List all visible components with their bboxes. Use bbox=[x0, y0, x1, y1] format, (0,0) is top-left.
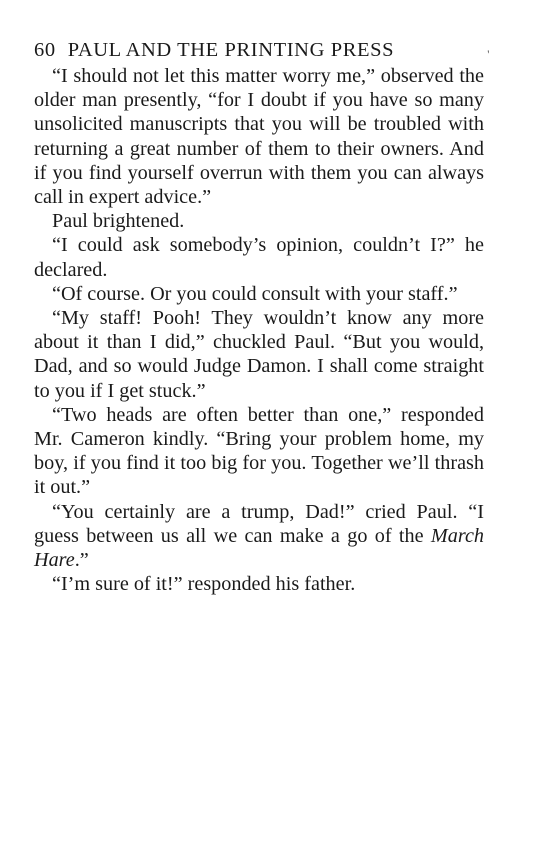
paragraph-worry: “I should not let this matter worry me,” observed the older man presently, “for I doubt if you have so many unsolicited manuscripts that you will be troubled with returning a great number of them to their owners. And if you find yourself overrun with them you can always call in expert advice.” bbox=[34, 65, 484, 209]
magazine-title: March Hare bbox=[34, 524, 484, 572]
paragraph-brightened: Paul brightened. bbox=[52, 210, 185, 233]
body-text bbox=[34, 64, 484, 596]
running-head bbox=[34, 36, 490, 64]
paragraph-staff: “Of course. Or you could consult with your staff.” bbox=[52, 282, 458, 305]
paragraph-sure: “I’m sure of it!” responded his father. bbox=[52, 573, 356, 596]
page-number: 60 bbox=[34, 39, 56, 61]
paragraph-pooh: “My staff! Pooh! They wouldn’t know any more about it than I did,” chuckled Paul. “But you would, Dad, and so would Judge Damon. I shall come straight to you if I get stuck.” bbox=[34, 307, 484, 402]
margin-mark: ' bbox=[487, 47, 490, 61]
paragraph-two-heads: “Two heads are often better than one,” responded Mr. Cameron kindly. “Bring your problem home, my boy, if you find it too big for you. Together we’ll thrash it out.” bbox=[34, 403, 484, 499]
paragraph-trump-text: “You certainly are a trump, Dad!” cried Paul. “I guess between us all we can make a go of the bbox=[34, 500, 484, 547]
paragraph-opinion: “I could ask somebody’s opinion, couldn’t I?” he declared. bbox=[34, 234, 484, 281]
book-page bbox=[34, 36, 490, 596]
paragraph-trump bbox=[34, 500, 484, 573]
running-title: PAUL AND THE PRINTING PRESS bbox=[67, 39, 395, 61]
paragraph-trump-end: .” bbox=[74, 549, 89, 572]
